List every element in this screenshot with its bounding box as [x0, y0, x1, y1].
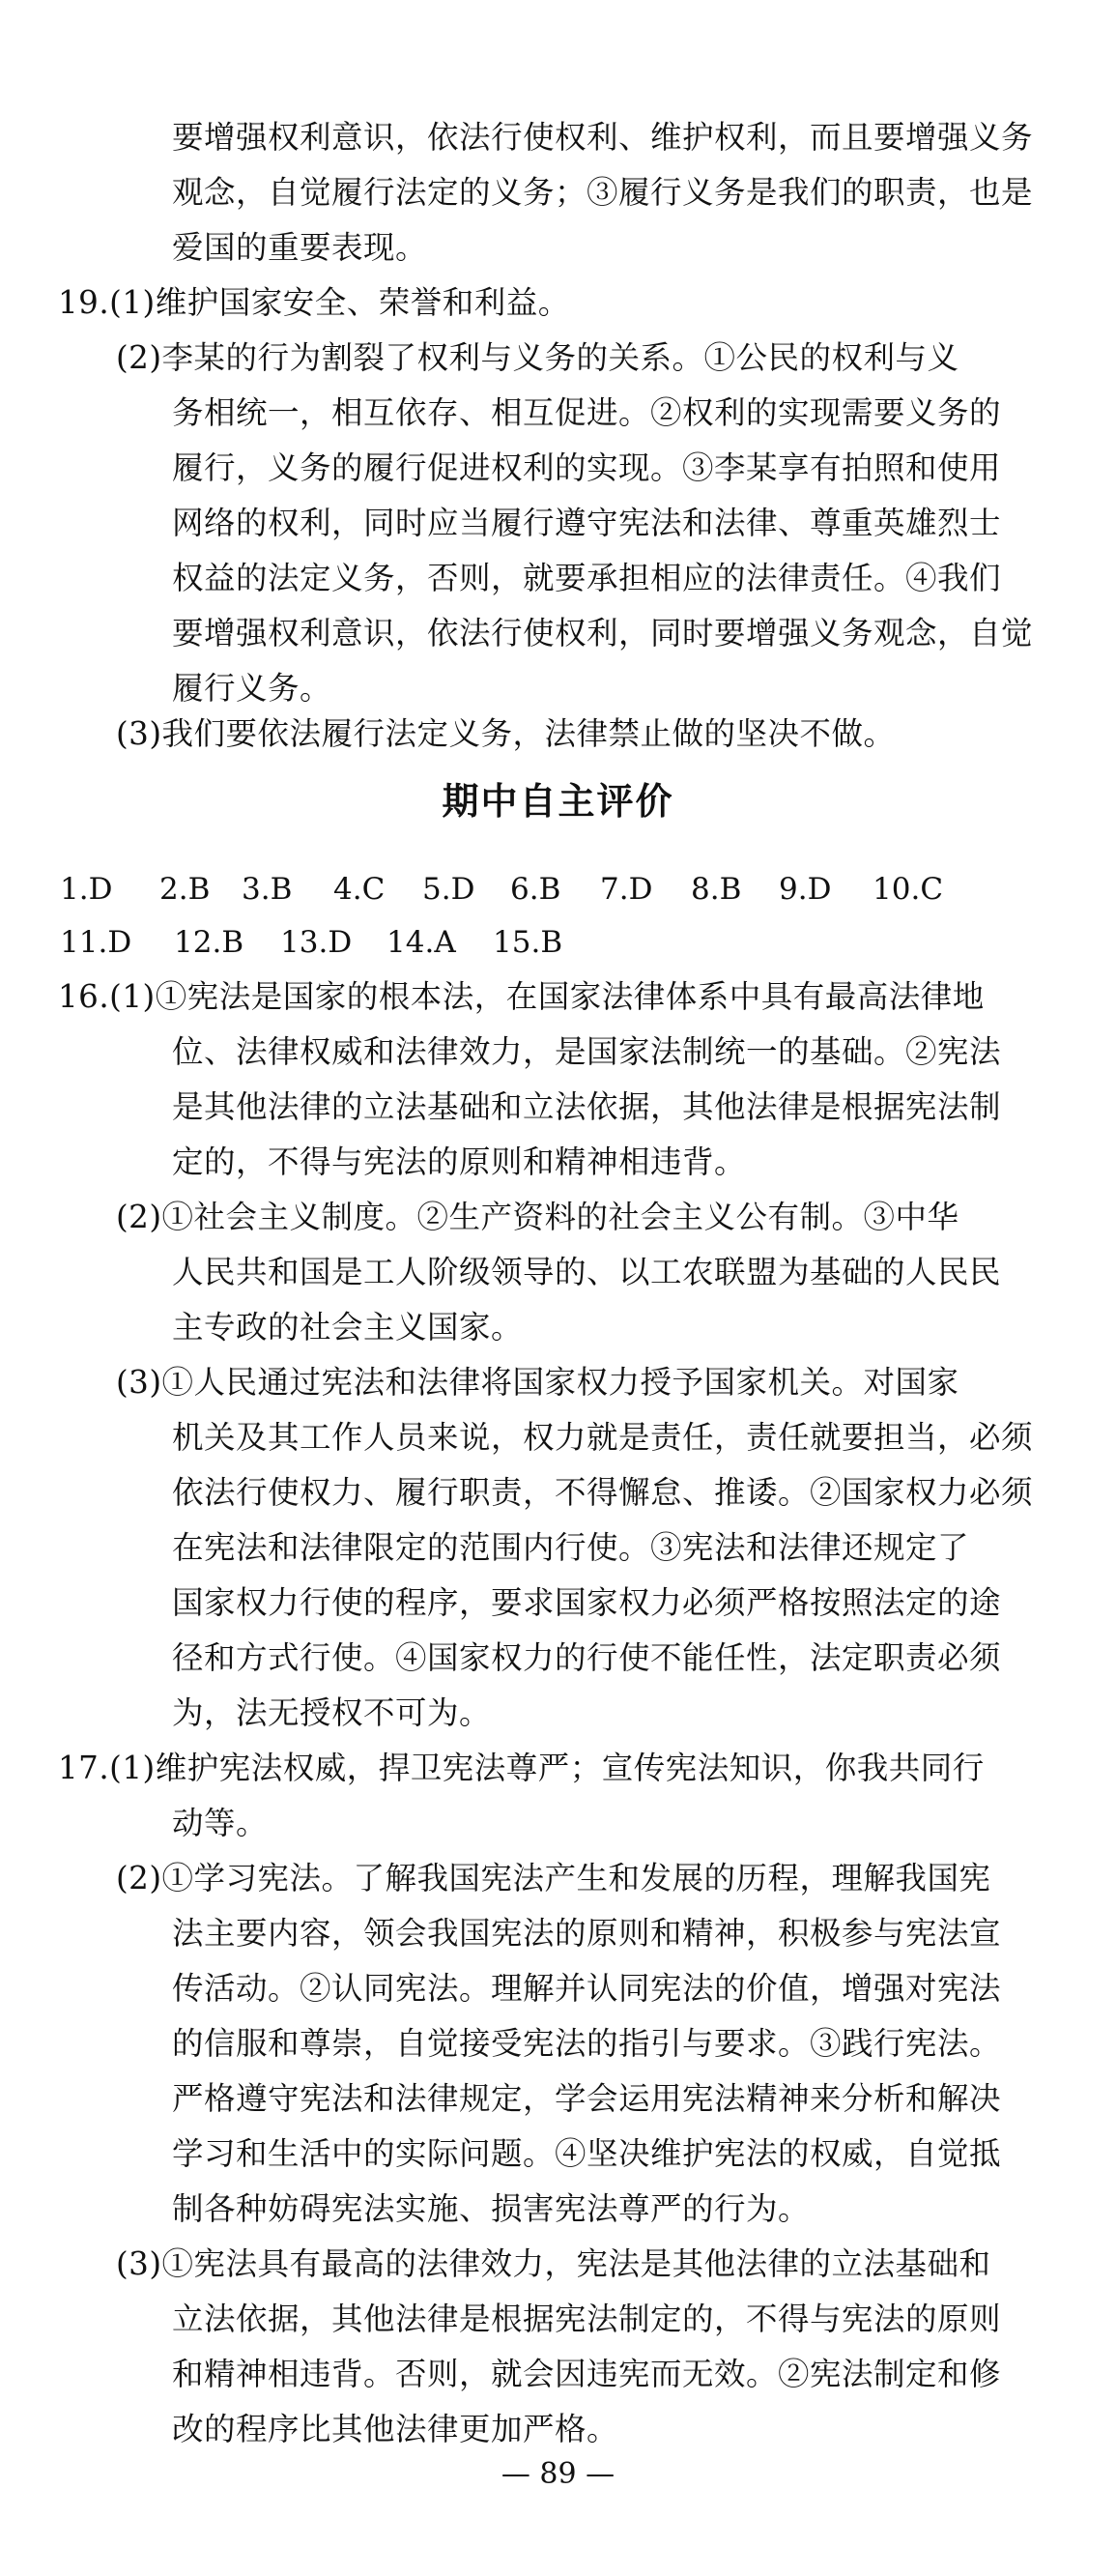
q17-part2-line: 学习和生活中的实际问题。④坚决维护宪法的权威，自觉抵 [172, 2135, 1002, 2172]
q16-part3-line: (3)①人民通过宪法和法律将国家权力授予国家机关。对国家 [116, 1364, 959, 1401]
text-line: 要增强权利意识，依法行使权利、维护权利，而且要增强义务 [172, 119, 1034, 156]
q19-part2-line: 权益的法定义务，否则，就要承担相应的法律责任。④我们 [172, 560, 1002, 596]
answer-item: 12.B [174, 925, 244, 960]
q19-part2-line: 履行义务。 [172, 670, 332, 707]
answer-item: 11.D [60, 925, 132, 960]
answer-item: 10.C [873, 872, 944, 907]
q19-part2-line: 要增强权利意识，依法行使权利，同时要增强义务观念，自觉 [172, 615, 1034, 651]
text-line: 爱国的重要表现。 [172, 229, 428, 266]
answer-item: 7.D [600, 872, 653, 907]
q16-part3-line: 在宪法和法律限定的范围内行使。③宪法和法律还规定了 [172, 1529, 970, 1566]
q19-part1: 19.(1)维护国家安全、荣誉和利益。 [58, 284, 570, 321]
q19-part2-line: 履行，义务的履行促进权利的实现。③李某享有拍照和使用 [172, 449, 1002, 486]
q17-part2-line: 严格遵守宪法和法律规定，学会运用宪法精神来分析和解决 [172, 2080, 1002, 2117]
q17-part1-line: 17.(1)维护宪法权威，捍卫宪法尊严；宣传宪法知识，你我共同行 [58, 1750, 985, 1786]
answer-item: 13.D [280, 925, 353, 960]
answer-item: 6.B [510, 872, 561, 907]
q17-part2-line: 的信服和尊崇，自觉接受宪法的指引与要求。③践行宪法。 [172, 2025, 1002, 2062]
q19-part2-line: 网络的权利，同时应当履行遵守宪法和法律、尊重英雄烈士 [172, 505, 1002, 541]
q16-part3-line: 国家权力行使的程序，要求国家权力必须严格按照法定的途 [172, 1584, 1002, 1621]
q16-part1-line: 是其他法律的立法基础和立法依据，其他法律是根据宪法制 [172, 1088, 1002, 1125]
page-number: — 89 — [501, 2457, 615, 2491]
answer-item: 5.D [422, 872, 475, 907]
section-title: 期中自主评价 [442, 780, 674, 823]
answer-item: 3.B [242, 872, 293, 907]
q17-part3-line: 改的程序比其他法律更加严格。 [172, 2411, 619, 2447]
q16-part1-line: 定的，不得与宪法的原则和精神相违背。 [172, 1143, 747, 1180]
answer-item: 15.B [493, 925, 563, 960]
answer-item: 14.A [386, 925, 456, 960]
q17-part2-line: 法主要内容，领会我国宪法的原则和精神，积极参与宪法宣 [172, 1915, 1002, 1952]
answer-item: 1.D [60, 872, 113, 907]
q19-part3: (3)我们要依法履行法定义务，法律禁止做的坚决不做。 [116, 715, 896, 752]
q16-part1-line: 位、法律权威和法律效力，是国家法制统一的基础。②宪法 [172, 1033, 1002, 1070]
text-line: 观念，自觉履行法定的义务；③履行义务是我们的职责，也是 [172, 174, 1034, 211]
q19-part2-line: 务相统一，相互依存、相互促进。②权利的实现需要义务的 [172, 394, 1002, 431]
q17-part2-line: (2)①学习宪法。了解我国宪法产生和发展的历程，理解我国宪 [116, 1860, 991, 1896]
q16-part3-line: 机关及其工作人员来说，权力就是责任，责任就要担当，必须 [172, 1419, 1034, 1456]
answer-item: 9.D [779, 872, 832, 907]
q17-part3-line: (3)①宪法具有最高的法律效力，宪法是其他法律的立法基础和 [116, 2245, 991, 2282]
answer-item: 8.B [691, 872, 742, 907]
q17-part2-line: 制各种妨碍宪法实施、损害宪法尊严的行为。 [172, 2190, 811, 2227]
q16-part3-line: 径和方式行使。④国家权力的行使不能任性，法定职责必须 [172, 1639, 1002, 1676]
answer-item: 2.B [159, 872, 211, 907]
q16-part3-line: 依法行使权力、履行职责，不得懈怠、推诿。②国家权力必须 [172, 1474, 1034, 1511]
q16-part3-line: 为，法无授权不可为。 [172, 1694, 492, 1731]
q17-part2-line: 传活动。②认同宪法。理解并认同宪法的价值，增强对宪法 [172, 1970, 1002, 2007]
answer-item: 4.C [333, 872, 386, 907]
q19-part2-line: (2)李某的行为割裂了权利与义务的关系。①公民的权利与义 [116, 339, 959, 376]
q16-part1-line: 16.(1)①宪法是国家的根本法，在国家法律体系中具有最高法律地 [58, 978, 985, 1015]
q16-part2-line: 主专政的社会主义国家。 [172, 1309, 524, 1346]
q16-part2-line: (2)①社会主义制度。②生产资料的社会主义公有制。③中华 [116, 1199, 959, 1235]
q17-part3-line: 和精神相违背。否则，就会因违宪而无效。②宪法制定和修 [172, 2356, 1002, 2392]
q17-part3-line: 立法依据，其他法律是根据宪法制定的，不得与宪法的原则 [172, 2301, 1002, 2337]
q16-part2-line: 人民共和国是工人阶级领导的、以工农联盟为基础的人民民 [172, 1254, 1002, 1290]
q17-part1-line: 动等。 [172, 1805, 269, 1841]
